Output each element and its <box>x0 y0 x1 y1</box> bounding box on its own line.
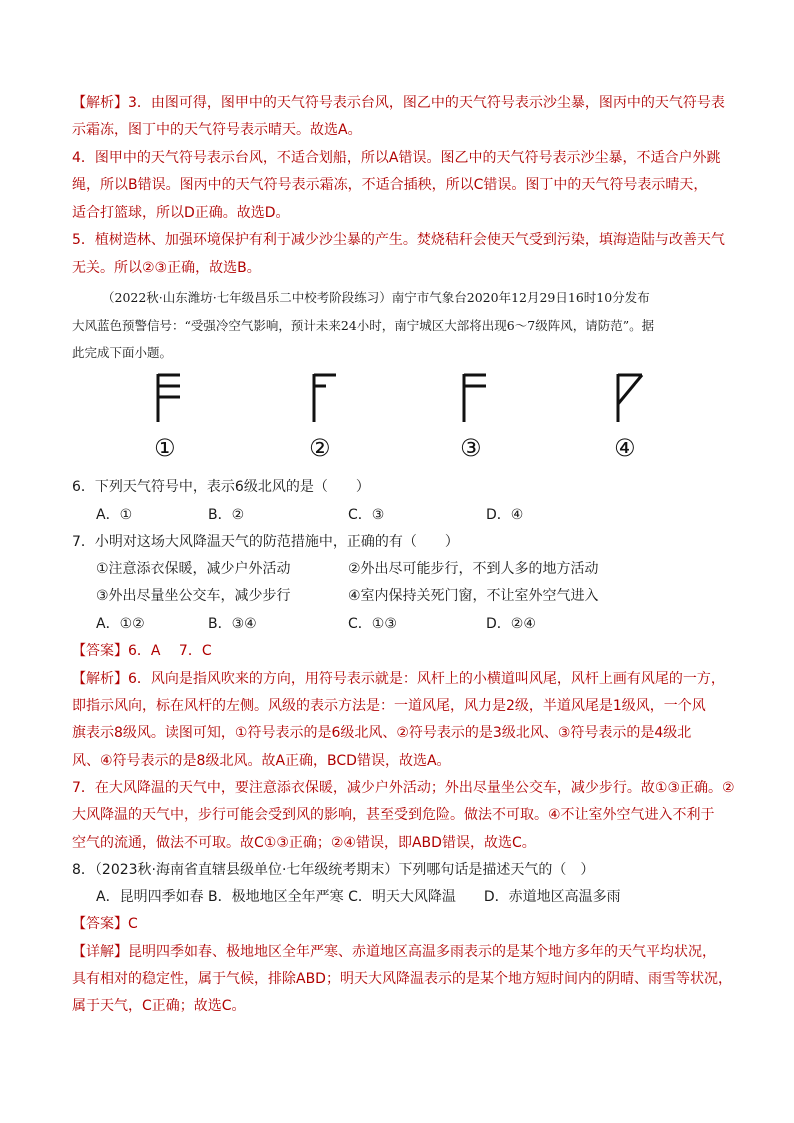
wind-symbol-2 <box>306 370 346 426</box>
analysis-6-line2: 即指示风向，标在风杆的左侧。风级的表示方法是：一道风尾，风力是2级，半道风尾是1级风，一个风 <box>72 698 706 714</box>
symbol-label-3: ③ <box>460 434 482 462</box>
symbol-label-1: ① <box>154 434 176 462</box>
detail-8-line2: 具有相对的稳定性，属于气候，排除ABD；明天大风降温表示的是某个地方短时间内的阴晴、雨雪等状况， <box>72 971 732 987</box>
q8-options: A．昆明四季如春 B．极地地区全年严寒 C．明天大风降温 D．赤道地区高温多雨 <box>96 889 621 905</box>
analysis-6-line1: 【解析】6．风向是指风吹来的方向，用符号表示就是：风杆上的小横道叫风尾，风杆上画有风尾的一方， <box>72 671 725 687</box>
wind-symbol-4 <box>610 370 650 426</box>
q7-option-b: B．③④ <box>208 616 257 632</box>
q6-option-c: C．③ <box>348 507 385 523</box>
analysis-6-line3: 旗表示8级风。读图可知，①符号表示的是6级北风、②符号表示的是3级北风、③符号表示的是4级北 <box>72 725 692 741</box>
q7-measure-4: ④室内保持关死门窗，不让室外空气进入 <box>348 588 599 604</box>
wind-symbol-1 <box>150 370 190 426</box>
analysis-5-line1: 5．植树造林、加强环境保护有利于减少沙尘暴的产生。焚烧秸秆会使天气受到污染，填海造陆与改善天气 <box>72 232 725 248</box>
analysis-5-line2: 无关。所以②③正确，故选B。 <box>72 260 261 276</box>
question-6: 6．下列天气符号中，表示6级北风的是（ ） <box>72 479 370 495</box>
context-intro-line3: 此完成下面小题。 <box>72 345 173 360</box>
analysis-7-line2: 大风降温的天气中，步行可能会受到风的影响，甚至受到危险。做法不可取。④不让室外空气进入不利于 <box>72 807 715 823</box>
analysis-3-line2: 示霜冻，图丁中的天气符号表示晴天。故选A。 <box>72 122 362 138</box>
q7-measure-2: ②外出尽可能步行，不到人多的地方活动 <box>348 561 599 577</box>
context-intro-line2: 大风蓝色预警信号：“受强冷空气影响，预计未来24小时，南宁城区大部将出现6～7级阵风，请防范”。据 <box>72 318 655 333</box>
q6-option-d: D．④ <box>486 507 524 523</box>
analysis-4-line1: 4．图甲中的天气符号表示台风，不适合划船，所以A错误。图乙中的天气符号表示沙尘暴，不适合户外跳 <box>72 150 721 166</box>
q7-measure-1: ①注意添衣保暖，减少户外活动 <box>96 561 291 577</box>
q7-option-d: D．②④ <box>486 616 536 632</box>
context-intro-line1: （2022秋·山东潍坊·七年级昌乐二中校考阶段练习）南宁市气象台2020年12月29日16时10分发布 <box>102 290 650 305</box>
analysis-4-line2: 绳，所以B错误。图丙中的天气符号表示霜冻，不适合插秧，所以C错误。图丁中的天气符号表示晴天， <box>72 177 708 193</box>
detail-8-line3: 属于天气，C正确；故选C。 <box>72 998 246 1014</box>
q7-option-a: A．①② <box>96 616 145 632</box>
analysis-7-line3: 空气的流通，做法不可取。故C①③正确；②④错误，即ABD错误，故选C。 <box>72 835 536 851</box>
q7-measure-3: ③外出尽量坐公交车，减少步行 <box>96 588 291 604</box>
symbol-label-4: ④ <box>614 434 636 462</box>
answer-6-7: 【答案】6．A 7．C <box>72 643 212 659</box>
q6-option-a: A．① <box>96 507 133 523</box>
analysis-4-line3: 适合打篮球，所以D正确。故选D。 <box>72 205 290 221</box>
q6-option-b: B．② <box>208 507 245 523</box>
wind-symbol-3 <box>456 370 496 426</box>
question-7: 7．小明对这场大风降温天气的防范措施中，正确的有（ ） <box>72 534 459 550</box>
answer-8: 【答案】C <box>72 916 138 932</box>
analysis-6-line4: 风、④符号表示的是8级北风。故A正确，BCD错误，故选A。 <box>72 753 451 769</box>
detail-8-line1: 【详解】昆明四季如春、极地地区全年严寒、赤道地区高温多雨表示的是某个地方多年的天气平均状况， <box>72 944 716 960</box>
analysis-3-line1: 【解析】3．由图可得，图甲中的天气符号表示台风，图乙中的天气符号表示沙尘暴，图丙中的天气符号表 <box>72 95 725 111</box>
q7-option-c: C．①③ <box>348 616 397 632</box>
question-8: 8．（2023秋·海南省直辖县级单位·七年级统考期末）下列哪句话是描述天气的（ ） <box>72 862 595 878</box>
analysis-7-line1: 7．在大风降温的天气中，要注意添衣保暖，减少户外活动；外出尽量坐公交车，减少步行。故①③正确。② <box>72 780 735 796</box>
symbol-label-2: ② <box>309 434 331 462</box>
